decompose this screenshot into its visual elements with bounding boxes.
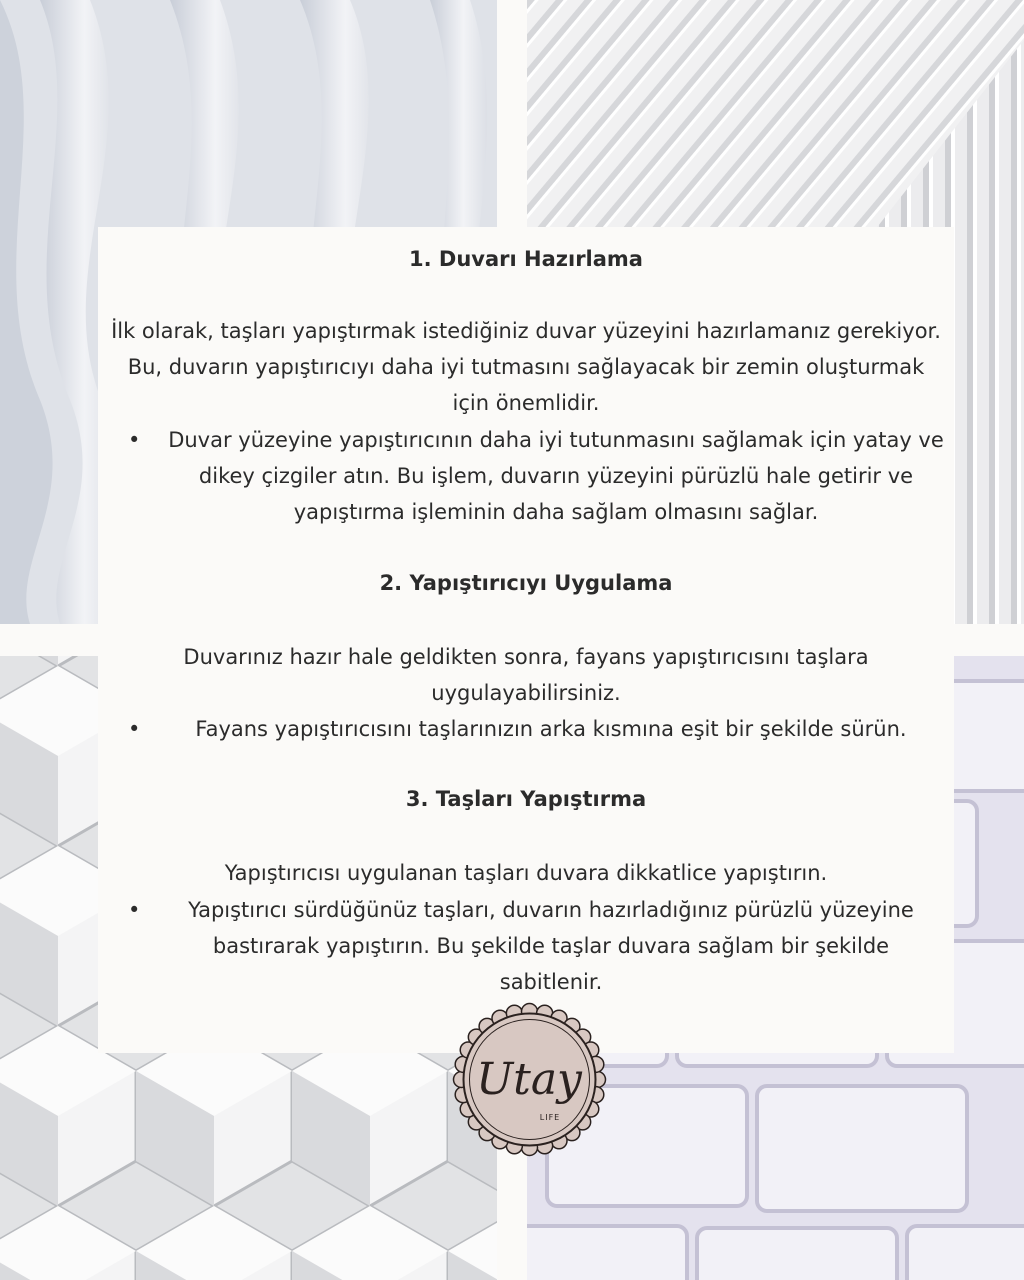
- logo-sub-text: LIFE: [539, 1113, 561, 1122]
- section-3-bullet-item: [98, 892, 954, 1002]
- section-1-intro-line-3: için önemlidir.: [452, 391, 600, 415]
- logo-script-text: Utay: [476, 1054, 582, 1105]
- section-3-heading: 3. Taşları Yapıştırma: [405, 787, 647, 811]
- section-1-bullet-line-2: dikey çizgiler atın. Bu işlem, duvarın yüzeyini pürüzlü hale getirir ve: [198, 464, 914, 488]
- bullet-dot: •: [128, 898, 141, 922]
- section-2-intro-line-1: Duvarınız hazır hale geldikten sonra, fayans yapıştırıcısını taşlara: [183, 645, 869, 669]
- section-2-intro-line-2: uygulayabilirsiniz.: [431, 681, 621, 705]
- section-1-bullet-text: [158, 422, 954, 530]
- section-2-heading: 2. Yapıştırıcıyı Uygulama: [379, 571, 673, 595]
- section-1-bullet-line-3: yapıştırma işleminin daha sağlam olmasını sağlar.: [293, 500, 819, 524]
- section-3-bullet-text: [168, 892, 934, 1000]
- section-1-bullet-line-1: Duvar yüzeyine yapıştırıcının daha iyi tutunmasını sağlamak için yatay ve: [168, 428, 944, 452]
- section-3-intro-line-1: Yapıştırıcısı uygulanan taşları duvara dikkatlice yapıştırın.: [224, 861, 828, 885]
- section-3-bullet-line-1: Yapıştırıcı sürdüğünüz taşları, duvarın hazırladığınız pürüzlü yüzeyine: [188, 898, 914, 922]
- section-1-intro-line-1: İlk olarak, taşları yapıştırmak istediğiniz duvar yüzeyini hazırlamanız gerekiyor.: [111, 319, 941, 343]
- section-3-bullet-line-2: bastırarak yapıştırın. Bu şekilde taşlar duvara sağlam bir şekilde: [212, 934, 890, 958]
- bullet-dot: •: [128, 717, 141, 741]
- utay-life-logo: [452, 1002, 607, 1157]
- section-2-bullet-item: [98, 711, 954, 747]
- section-1-bullet-item: [98, 422, 954, 532]
- section-3-bullet-line-3: sabitlenir.: [499, 970, 603, 994]
- section-2-bullet-line-1: Fayans yapıştırıcısını taşlarınızın arka kısmına eşit bir şekilde sürün.: [195, 717, 907, 741]
- section-1-intro-line-2: Bu, duvarın yapıştırıcıyı daha iyi tutmasını sağlayacak bir zemin oluşturmak: [127, 355, 925, 379]
- bullet-dot: •: [128, 428, 141, 452]
- section-1-heading: 1. Duvarı Hazırlama: [409, 247, 643, 271]
- instructions-card: [98, 227, 954, 1053]
